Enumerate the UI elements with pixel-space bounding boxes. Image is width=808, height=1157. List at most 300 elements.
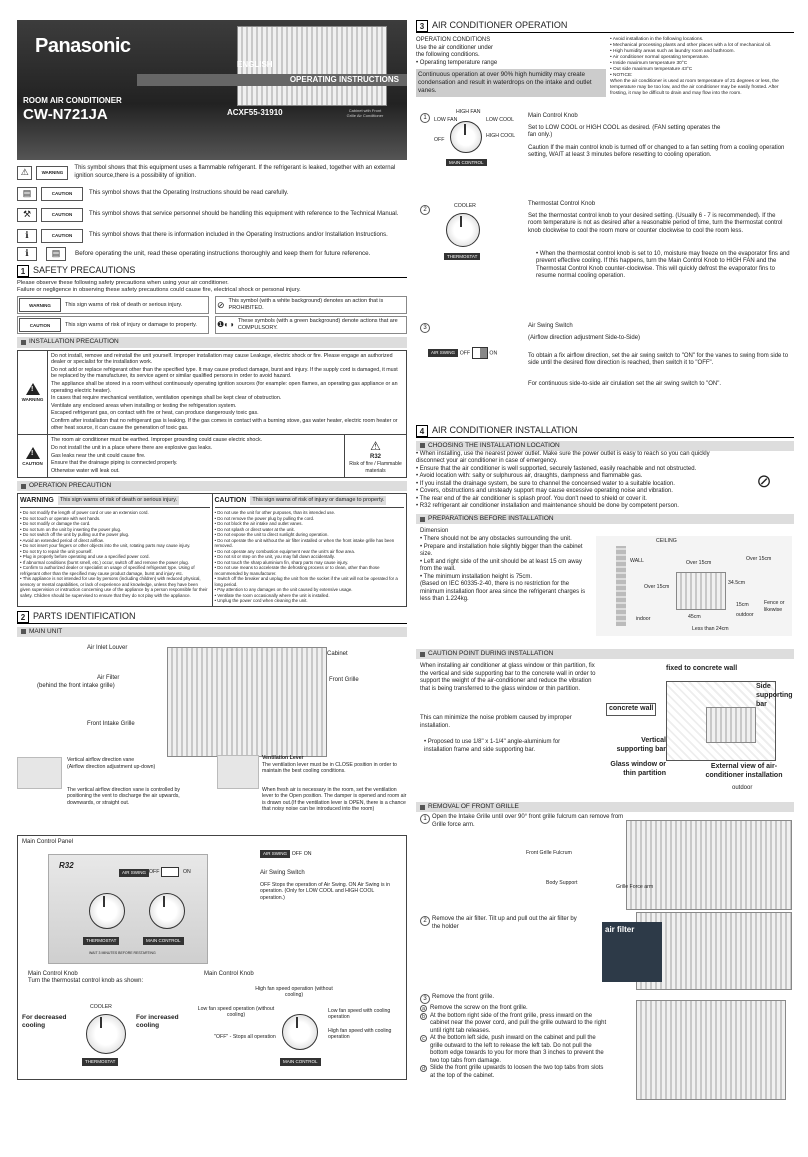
install-caution-box: [17, 435, 407, 478]
step-number-3: 3: [420, 323, 430, 333]
glass-window-label: Glass window or thin partition: [610, 761, 666, 777]
list-item: • Do not touch or operate with wet hands.: [20, 516, 210, 522]
list-item: • Do not touch the sharp aluminium fin, sharp parts may cause injury.: [215, 560, 405, 566]
warning-label: WARNING: [21, 396, 44, 402]
step-text: Remove the screw on the front grille.: [430, 1005, 528, 1012]
product-image-caption: Cabinet with Front Grille Air Conditioner: [346, 108, 384, 118]
main-knob-label: Main Control Knob: [28, 970, 78, 977]
safety-intro-2: Failure or negligence in observing these safety precautions could cause fire, electrical shock or personal injury.: [17, 287, 301, 294]
before-operating-note: [17, 247, 407, 261]
t-thermostat-pill: THERMOSTAT: [444, 253, 480, 261]
thermostat-diagram-pill: THERMOSTAT: [82, 1058, 118, 1066]
symbol-legend: [17, 164, 407, 261]
grille-open-illustration: [626, 820, 792, 910]
list-item: • There should not be any obstacles surrounding the unit.: [420, 536, 590, 544]
swing-toggle-icon: [472, 347, 488, 359]
swing-switch-icon: [260, 850, 312, 859]
grille-removal-header: [416, 802, 794, 812]
list-item: • Avoid an extended period of direct airflow.: [20, 538, 210, 544]
section-header-4: [416, 425, 794, 438]
caution-point-header: [416, 649, 794, 659]
list-item: The appliance shall be stored in a room without continuously operating ignition sources (for example: open flames, an operating gas appliance or an operating electric heater).: [51, 381, 398, 394]
list-item: • Left and right side of the unit should be at least 15 cm away from the wall.: [420, 559, 590, 574]
bullet-square-icon: [21, 629, 26, 634]
cabinet-label: Cabinet: [327, 650, 348, 657]
op-warning-desc: This sign warns of risk of death or serious injury.: [59, 497, 178, 504]
dimension-diagram: [596, 536, 792, 636]
fence-label: Fence or likewise: [764, 600, 785, 613]
list-item: • Prepare and installation hole slightly bigger than the cabinet size.: [420, 544, 590, 559]
vane-text: The vertical airflow direction vane is controlled by positioning the vent to discharge the air upwards, downwards, or straight out.: [67, 786, 181, 806]
symbol-label: CAUTION: [41, 208, 83, 222]
notice-title: • NOTICE:: [610, 73, 794, 79]
symbol-text: This symbol shows that there is information included in the Operating Instructions and/or Installation Instructions.: [89, 231, 388, 238]
k-high-fan: HIGH FAN: [456, 108, 481, 115]
location-list: [416, 451, 734, 511]
left-column: [17, 20, 407, 1080]
step-air-swing: [416, 319, 794, 421]
warning-sign-desc: This sign warns of risk of death or serious injury.: [65, 302, 183, 309]
vane-illustration: [17, 757, 62, 789]
main-knob-step: [450, 121, 482, 153]
prohibited-row: [215, 296, 407, 314]
warning-sign-label: WARNING: [19, 298, 61, 312]
list-item: • Do not insert your fingers or other objects into the unit, rotating parts may cause injury.: [20, 543, 210, 549]
safety-intro-1: Please observe these following safety precautions when using your air conditioner.: [17, 280, 229, 286]
off-stop-note: "OFF" - Stops all operation: [214, 1033, 276, 1040]
air-swing-pill: AIR SWING: [119, 869, 149, 877]
symbol-label: WARNING: [36, 166, 68, 180]
g3-text: Remove the front grille.: [432, 994, 495, 1001]
coolest-label: COOLER: [90, 1003, 112, 1010]
caution-label: CAUTION: [22, 460, 43, 466]
wait-note: WAIT 3 MINUTES BEFORE RESTARTING: [89, 950, 156, 955]
op-warning-header: [20, 496, 210, 508]
air-filter-sub: (behind the front intake grille): [37, 682, 115, 689]
cond-title: OPERATION CONDITIONS: [416, 37, 491, 43]
list-item: • Do not switch off the unit by pulling out the power plug.: [20, 532, 210, 538]
g3-steps: [420, 1005, 610, 1080]
list-item: Ensure that the drainage piping is connected properly.: [51, 460, 178, 467]
subsection-title: INSTALLATION PRECAUTION: [29, 338, 119, 346]
before-text: Before operating the unit, read these operating instructions thoroughly and keep them for future reference.: [75, 250, 371, 258]
step-number-1: 1: [420, 814, 430, 824]
g2-text: Remove the air filter. Tilt up and pull out the air filter by the holder: [432, 916, 577, 930]
control-panel-illustration: [48, 854, 208, 964]
win-bullet: • Proposed to use 1/8" x 1-1/4" angle-aluminium for installation frame and side supporting bar.: [424, 739, 584, 754]
model-number: CW-N721JA: [23, 106, 108, 123]
window-install-diagram: [606, 663, 792, 795]
symbol-text: This symbol shows that the Operating Instructions should be read carefully.: [89, 189, 289, 196]
vent-text-2: When fresh air is necessary in the room, set the ventilation lever to the Open position. The damper is opened and room air is drawn out.(If the ventilation lever is OPEN, there is a chance that noisy noise can be introduced into the room): [262, 786, 407, 813]
step-letter: a: [420, 1005, 427, 1012]
k-low-cool: LOW COOL: [486, 116, 514, 123]
avoid-item: • Avoid installation in the following locations.: [610, 37, 794, 43]
list-item: • Pay attention to any damages on the unit caused by extensive usage.: [215, 587, 405, 593]
section-title: PARTS IDENTIFICATION: [33, 611, 136, 622]
list-item: • Do not sit or step on the unit, you may fall down accidentally.: [215, 554, 405, 560]
low-fan-note: Low fan speed operation (without cooling): [197, 1005, 275, 1019]
list-item: Do not install the unit in a place where there are explosive gas leaks.: [51, 444, 213, 451]
vane-title: Vertical airflow direction vane: [67, 756, 135, 763]
read-manual-icon: ℹ: [17, 247, 37, 261]
external-view-label: External view of air-conditioner installation: [705, 763, 783, 779]
conditions-left: [416, 37, 606, 97]
step3-title: Air Swing Switch: [528, 322, 573, 329]
caution-side: [18, 435, 48, 477]
product-name: ROOM AIR CONDITIONER: [23, 96, 122, 105]
install-precaution-header: [17, 337, 407, 347]
brand-logo: Panasonic: [35, 35, 131, 57]
bullet-square-icon: [420, 517, 425, 522]
win-text-2: This can minimize the noise problem caused by improper installation.: [420, 715, 572, 729]
list-item: Otherwise water will leak out.: [51, 467, 120, 474]
prep-list: [420, 536, 590, 604]
service-icon: ⚒: [17, 208, 37, 222]
main-unit-header: [17, 627, 407, 637]
front-intake-label: Front Intake Grille: [87, 720, 135, 727]
cond-text: Use the air conditioner under the following conditions.: [416, 44, 494, 58]
symbol-row: [17, 206, 407, 223]
r32-flammable: [344, 435, 406, 477]
caution-sign-label: CAUTION: [19, 318, 61, 332]
symbol-row: [17, 164, 407, 181]
vent-title: Ventilation Lever: [262, 754, 304, 761]
right-column: [416, 20, 794, 1112]
header-banner: [17, 20, 407, 160]
side-bar-label: Side supporting bar: [756, 683, 793, 708]
book-icon: ▤: [46, 247, 66, 261]
sign-legend: [17, 296, 407, 334]
thermostat-knob-step: [446, 213, 480, 247]
less-label: Less than 24cm: [692, 626, 729, 633]
concrete-wall-label: concrete wall: [606, 703, 656, 716]
list-item: • Do not use means to accelerate the defrosting process or to clean, other than those recommended by manufacturer.: [215, 565, 405, 576]
arm-label: Grille Force arm: [616, 884, 654, 891]
info-book-icon: ℹ: [17, 229, 37, 243]
symbol-text: This symbol shows that this equipment uses a flammable refrigerant. If the refrigerant is leaked, together with an external ignition source,there is a possibility of ignition.: [74, 165, 396, 179]
subsection-title: REMOVAL OF FRONT GRILLE: [428, 803, 519, 811]
over15b: Over 15cm: [644, 584, 670, 591]
step-main-knob: [416, 107, 794, 199]
high-fan-note: High fan speed operation (without cooling): [255, 985, 333, 999]
list-item: • When installing, use the nearest power outlet. Make sure the power outlet is easy to reach so you can quickly disconnect your air conditioner in case of emergency.: [416, 451, 734, 466]
list-item: In cases that require mechanical ventilation, ventilation openings shall be kept clear of obstruction.: [51, 395, 282, 402]
step-letter: c: [420, 1035, 427, 1042]
list-item: The room air conditioner must be earthed. Improper grounding could cause electric shock.: [51, 437, 263, 444]
gas-cylinder-icon: ⊘: [756, 470, 772, 491]
outdoor-label: outdoor: [732, 785, 753, 792]
list-item: • Do not use the unit for other purposes, than its intended use.: [215, 510, 405, 516]
op-caution-col: [212, 494, 407, 605]
list-item: • Do not modify or damage the cord.: [20, 521, 210, 527]
manual-type: OPERATING INSTRUCTIONS: [137, 74, 407, 86]
list-item: • Covers, obstructions and unsteady support may cause excessive operating noise and vibration.: [416, 488, 734, 496]
grille-step-2: [416, 912, 794, 992]
main-control-panel-box: [17, 835, 407, 1080]
step2-title: Thermostat Control Knob: [528, 200, 596, 207]
list-item: • Unplug the power cord when cleaning the unit.: [215, 598, 405, 604]
over15c: Over 15cm: [746, 556, 772, 563]
list-item: • R32 refrigerant air conditioner installation and maintenance should be done by competent person.: [416, 503, 734, 511]
swing-label: Air Swing Switch: [260, 869, 305, 876]
compulsory-desc: These symbols (with a green background) denote actions that are COMPULSORY.: [237, 318, 398, 332]
k-low-fan: LOW FAN: [434, 116, 458, 123]
caution-sign-desc: This sign warns of risk of injury or damage to property.: [65, 322, 197, 329]
step-number-1: 1: [420, 113, 430, 123]
compulsory-icon: ❶◐◑: [217, 320, 234, 330]
k-high-cool: HIGH COOL: [486, 132, 516, 139]
main-knob-label-2: Main Control Knob: [204, 970, 254, 977]
bullet-square-icon: [21, 340, 26, 345]
swing-text: OFF Stops the operation of Air Swing. ON Air Swing is in operation. (Only for LOW COOL and HIGH COOL operation.): [260, 881, 391, 901]
section-header-2: [17, 611, 407, 624]
r32-label: R32: [369, 453, 381, 460]
subsection-title: OPERATION PRECAUTION: [29, 482, 112, 490]
vane-vent-notes: [17, 787, 407, 833]
s3-off: OFF: [459, 350, 471, 357]
air-swing-switch[interactable]: [161, 867, 179, 877]
section-title: SAFETY PRECAUTIONS: [33, 265, 136, 276]
list-item: [420, 1005, 610, 1013]
avoid-item: • Mechanical processing plants and other places with a lot of mechanical oil.: [610, 43, 794, 49]
sign-legend-left: [17, 296, 209, 334]
swing-on: ON: [303, 850, 312, 857]
operation-conditions: [416, 37, 794, 97]
grille-step-1: [416, 812, 794, 912]
sign-legend-right: [215, 296, 407, 334]
list-item: Ventilate any enclosed areas when installing or testing the refrigeration system.: [51, 402, 237, 409]
flammable-icon: ⚠: [370, 438, 381, 453]
step2-text: Set the thermostat control knob to your desired setting. (Usually 6 - 7 is recommended). If the room temperature is not as desired after a reasonable period of time, turn the thermostat control knob clockwise to cool the room more or counter clockwise to cool the room less.: [528, 212, 783, 234]
prohibited-desc: This symbol (with a white background) denotes an action that is PROHIBITED.: [228, 298, 384, 312]
step1-text: Set to LOW COOL or HIGH COOL as desired. (FAN setting operates the fan only.): [528, 124, 721, 139]
section-number: 2: [17, 611, 29, 623]
avoid-item: • Out side maximum temperature 43°C: [610, 67, 794, 73]
op-caution-label: CAUTION: [214, 496, 247, 504]
for-decreased: For decreased cooling: [22, 1013, 67, 1030]
section-number: 1: [17, 265, 29, 277]
manual-book-icon: ▤: [17, 187, 37, 201]
list-item: • Do not block the air intake and outlet vanes.: [215, 521, 405, 527]
fixed-label: fixed to concrete wall: [666, 665, 738, 673]
main-unit-diagram: [17, 637, 407, 787]
main-control-diagram-pill: MAIN CONTROL: [280, 1058, 321, 1066]
install-warning-list: [48, 351, 406, 435]
avoid-item: • Inside maximum temperature 30°C: [610, 61, 794, 67]
symbol-label: CAUTION: [41, 229, 83, 243]
symbol-text: This symbol shows that service personnel should be handling this equipment with reference to the Technical Manual.: [89, 210, 399, 217]
on-label: ON: [183, 868, 191, 875]
list-item: • The minimum installation height is 75cm.: [420, 574, 590, 582]
section-header-3: [416, 20, 794, 33]
prep-note: (Based on IEC 60335-2-40, there is no restriction for the minimum installation floor area since the refrigerant charges is less than 1.224kg.: [420, 581, 586, 603]
operation-precaution-header: [17, 481, 407, 491]
conditions-right: [610, 37, 794, 97]
k-off: OFF: [434, 136, 445, 143]
step3-text-2: For continuous side-to-side air cirulation set the air swing switch to "ON".: [528, 380, 722, 387]
ac-unit-illustration: [706, 707, 756, 743]
off-label: OFF: [149, 868, 160, 875]
s3-air-swing-pill: AIR SWING: [428, 349, 458, 357]
section-title: AIR CONDITIONER INSTALLATION: [432, 425, 578, 436]
list-item: Escaped refrigerant gas, on contact with fire or heat, can produce dangerously toxic gas.: [51, 410, 259, 417]
step3-sub: (Airflow direction adjustment Side-to-Side): [528, 334, 641, 341]
panel-title: Main Control Panel: [22, 838, 74, 845]
operation-precaution-grid: [17, 493, 407, 606]
list-item: • Do not try to repair the unit yourself.: [20, 549, 210, 555]
section-number: 3: [416, 20, 428, 32]
list-item: Do not install, remove and reinstall the unit yourself. Improper installation may cause Leakage, electric shock or fire. Please engage an authorized dealer or specialist for the installation work.: [51, 352, 393, 366]
height-dim: 34.5cm: [728, 580, 746, 587]
list-item: • Do not modify the length of power cord or use an extension cord.: [20, 510, 210, 516]
avoid-item: • Air conditioner normal operating temperature.: [610, 55, 794, 61]
symbol-label: CAUTION: [41, 187, 83, 201]
outdoor-label: outdoor: [736, 612, 754, 619]
indoor-label: indoor: [636, 616, 651, 623]
low-cool-note: Low fan speed with cooling operation: [328, 1007, 391, 1021]
list-item: [420, 1035, 610, 1065]
depth-dim: 15cm: [736, 602, 749, 609]
list-item: [420, 1065, 610, 1080]
wall-illustration: [616, 546, 626, 626]
warning-side: [18, 351, 48, 435]
list-item: • Do not remove the power plug by pulling the cord.: [215, 516, 405, 522]
language-label: ENGLISH: [237, 60, 273, 69]
list-item: • Ventilate the room occasionally where the unit is installed.: [215, 593, 405, 599]
step-thermostat: [416, 199, 794, 319]
air-inlet-label: Air Inlet Louver: [87, 644, 128, 651]
compulsory-row: [215, 316, 407, 334]
vent-lever-illustration: [217, 755, 259, 789]
preparation-content: [416, 524, 794, 646]
swing-off: OFF: [291, 850, 303, 857]
main-knob-diagram: [282, 1014, 318, 1050]
grille-removal-illustration: [636, 1000, 786, 1100]
step-number-2: 2: [420, 916, 430, 926]
prep-dimension: Dimension: [420, 528, 449, 535]
panel-r32: R32: [59, 860, 74, 870]
op-warning-col: [18, 494, 212, 605]
main-control-pill: MAIN CONTROL: [143, 937, 184, 945]
list-item: • Avoid location with: salty or sulphurous air, draughts, dampness and flammable gas.: [416, 473, 734, 481]
win-text: When installing air conditioner at glass window or thin partition, fix the vertical and side supporting bar to the concrete wall in order to support the weight of the air-conditioner and reduce the vibration that is being transferred to the glass window or thin partition.: [420, 663, 596, 692]
vane-sub: (Airflow direction adjustment up-down): [67, 763, 156, 770]
wall-label: WALL: [630, 558, 644, 565]
grille-step-3: [416, 992, 794, 1112]
install-warning-box: [17, 350, 407, 436]
location-content: [416, 451, 794, 511]
for-increased: For increased cooling: [136, 1013, 179, 1030]
notice-text: When the air conditioner is used at room temperature of 21 degrees or less, the temperature may be too low, and the air conditioner may be easily frosted. After frosting, it may be difficult to drain and may flow into the room.: [610, 78, 779, 96]
ac-unit-illustration: [167, 647, 327, 757]
list-item: • Do not splash or direct water at the unit.: [215, 527, 405, 533]
air-filter-image: air filter: [602, 922, 662, 982]
list-item: • Do not operate any combustion equipment near the unit's air flow area.: [215, 549, 405, 555]
section-number: 4: [416, 425, 428, 437]
thermostat-knob-diagram: [86, 1014, 126, 1054]
subsection-title: CAUTION POINT DURING INSTALLATION: [428, 650, 554, 658]
main-control-knob[interactable]: [149, 893, 185, 929]
t-cooler: COOLER: [454, 202, 476, 209]
bullet-square-icon: [420, 443, 425, 448]
thermostat-knob[interactable]: [89, 893, 125, 929]
support-label: Body Support: [546, 880, 578, 887]
width-dim: 45cm: [688, 614, 701, 621]
cond-range: • Operating temperature range: [416, 60, 606, 68]
thermostat-pill: THERMOSTAT: [83, 937, 119, 945]
op-caution-desc: This sign warns of risk of injury or damage to property.: [252, 497, 385, 504]
g1-text: Open the Intake Grille until over 90° front grille fulcrum can remove from Grille force arm.: [432, 814, 624, 828]
list-item: • Switch off the breaker and unplug the unit from the socket if the unit will not be operated for a long period.: [215, 576, 405, 587]
step-text: At the bottom right side of the front grille, press inward on the cabinet near the power cord, and pull the grille outward to the right until right tab releases.: [430, 1012, 607, 1034]
step3-text: To obtain a fix airflow direction, set the air swing switch to "ON" for the vanes to swing from side to side until the desired flow direction is reached, then switch it to "OFF".: [528, 352, 789, 367]
list-item: Confirm after installation that no refrigerant gas is leaking. If the gas comes in contact with a burning stove, gas water heater, electric room heater or other heat source, it can cause the generation of toxic gas.: [51, 418, 398, 431]
subsection-title: CHOOSING THE INSTALLATION LOCATION: [428, 441, 560, 449]
subsection-title: PREPARATIONS BEFORE INSTALLATION: [428, 514, 554, 522]
step1-title: Main Control Knob: [528, 112, 578, 119]
list-item: Gas leaks near the unit could cause fire.: [51, 452, 146, 459]
location-header: [416, 441, 794, 451]
caution-triangle-icon: [26, 447, 40, 459]
list-item: • Do not operate the unit without the air filter installed or when the front intake grille has been removed.: [215, 538, 405, 549]
section-header-1: [17, 265, 407, 278]
prohibited-icon: ⊘: [217, 299, 225, 310]
step-text: Slide the front grille upwards to loosen the two top tabs from slots at the top of the cabinet.: [430, 1065, 604, 1079]
step-letter: d: [420, 1065, 427, 1072]
install-caution-list: [48, 435, 344, 477]
list-item: Do not add or replace refrigerant other than the specified type. It may cause product damage, burst and injury. If the supply cord is damaged, it must be replaced by the manufacturer, its service agent or similar qualified persons in order to avoid hazard.: [51, 366, 398, 380]
bullet-square-icon: [420, 652, 425, 657]
list-item: • Do not expose the unit to direct sunlight during operation.: [215, 532, 405, 538]
op-warning-label: WARNING: [20, 496, 54, 504]
ac-unit-illustration: [676, 572, 726, 610]
list-item: • Do not turn on the unit by inserting the power plug.: [20, 527, 210, 533]
list-item: • The rear end of the air conditioner is splash proof. You don't need to shield or cover it.: [416, 496, 734, 504]
flame-warning-icon: ⚠: [17, 166, 32, 180]
air-filter-label: Air Filter: [97, 674, 120, 681]
step2-bullet: • When the thermostat control knob is set to 10, moisture may freeze on the evaporator fins and prevent effective cooling. If this happens, turn the Main Control Knob to HIGH FAN and the Thermostat Control Knob counter-clockwise. This will quickly defrost the evaporator fins to resume normal cooling operation.: [536, 251, 790, 281]
thermo-turn: Turn the thermostat control knob as shown:: [28, 977, 144, 984]
list-item: • This appliance is not intended for use by persons (including children) with reduced physical, sensory or mental capabilities, or lack of experience and knowledge, unless they have been given supervision or instruction concerning use of the appliance by a person responsible for their safety. Children should be supervised to ensure that they do not play with the appliance.: [20, 576, 210, 598]
list-item: • Plug in properly before operating and use a specified power cord.: [20, 554, 210, 560]
step-text: At the bottom left side, push inward on the cabinet and pull the grille outward to the left to release the left tab. Do not pull the bottom edge towards to you for more than 3 inches to prevent the two top tabs from damage.: [430, 1035, 604, 1064]
high-cool-note: High fan speed with cooling operation: [328, 1027, 392, 1041]
bullet-square-icon: [21, 484, 26, 489]
section-title: AIR CONDITIONER OPERATION: [432, 20, 568, 31]
caution-sign-row: [17, 316, 209, 334]
list-item: [420, 1013, 610, 1036]
document-code: ACXF55-31910: [227, 108, 283, 117]
fulcrum-label: Front Grille Fulcrum: [526, 850, 572, 857]
ceiling-label: CEILING: [656, 538, 677, 545]
air-swing-switch-diagram: [428, 347, 497, 359]
step-letter: b: [420, 1013, 427, 1020]
step-number-3: 3: [420, 994, 430, 1004]
warning-triangle-icon: [26, 383, 40, 395]
vertical-bar-label: Vertical supporting bar: [616, 737, 666, 753]
cond-note: Continuous operation at over 90% high humidity may create condensation and result in waterdrops on the intake and outlet vanes.: [416, 69, 606, 97]
step1-caution: Caution If the main control knob is turned off or changed to a fan setting from a cooling operation setting, WAIT at least 3 minutes before resetting to cooling operation.: [528, 144, 785, 159]
bullet-square-icon: [420, 805, 425, 810]
k-main-control-pill: MAIN CONTROL: [446, 159, 487, 167]
over15a: Over 15cm: [686, 560, 712, 567]
warning-sign-row: [17, 296, 209, 314]
list-item: • Ensure that the air conditioner is well supported, securely fastened, easily reachable and not obstructed.: [416, 466, 734, 474]
subsection-title: MAIN UNIT: [29, 627, 63, 635]
list-item: • If abnormal conditions (burnt smell, etc.) occur, switch off and remove the power plug.: [20, 560, 210, 566]
op-caution-header: [215, 496, 405, 508]
